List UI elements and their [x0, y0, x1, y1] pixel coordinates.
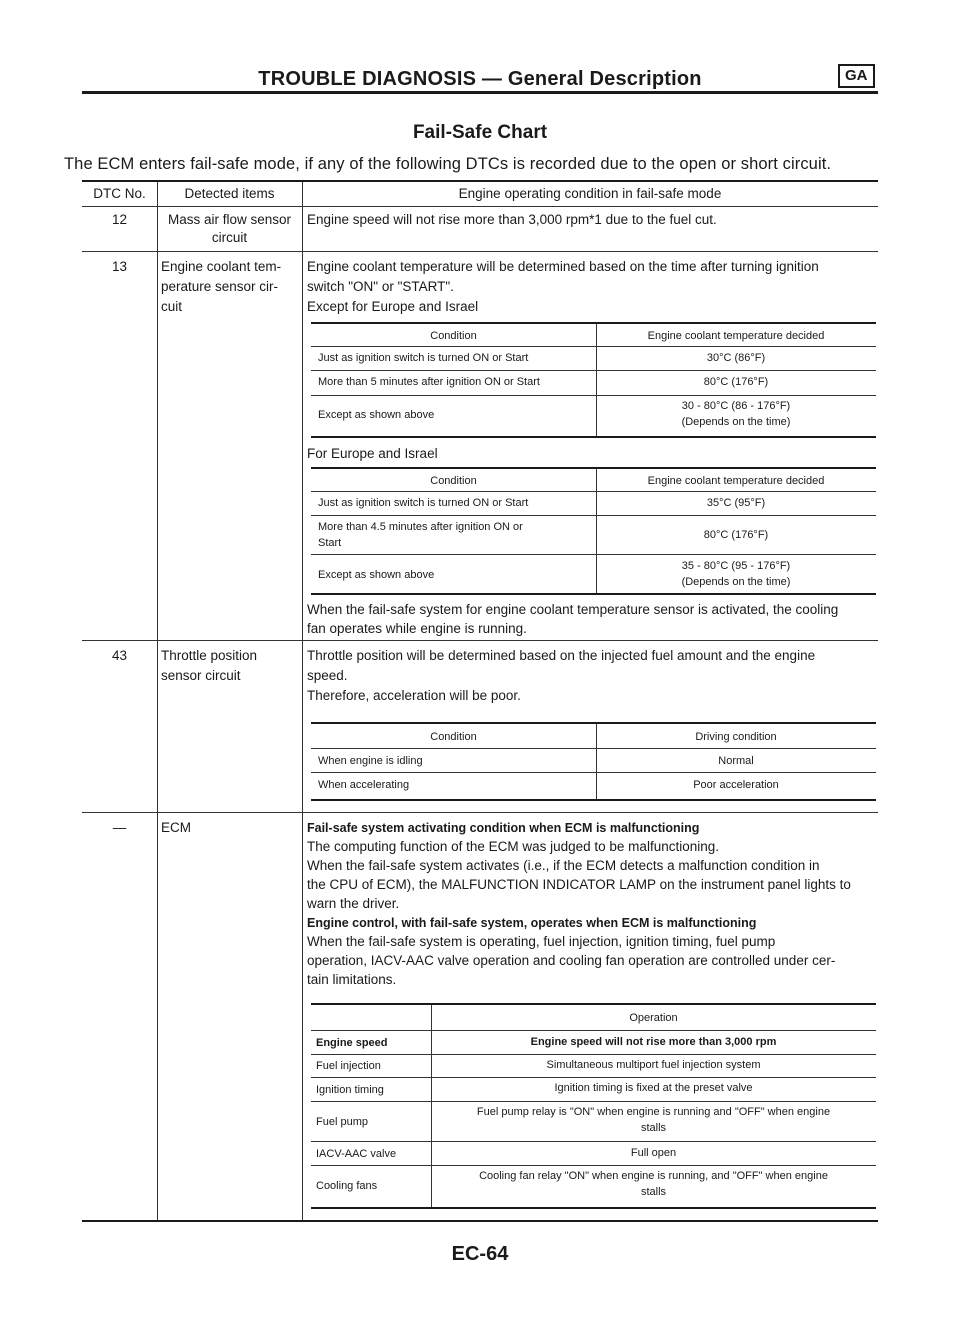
- dtc-43: 43: [111, 648, 128, 663]
- inner-row-divider: [311, 1165, 876, 1166]
- t2-header-temp: Engine coolant temperature decided: [647, 475, 825, 487]
- ecm-heading-2: Engine control, with fail-safe system, operates when ECM is malfunctioning: [307, 916, 757, 930]
- t4-r6-value-line1: Cooling fan relay "ON" when engine is running, and "OFF" when engine: [479, 1170, 828, 1182]
- dtc-ecm: —: [112, 820, 127, 835]
- cond-43-line2: speed.: [307, 668, 348, 683]
- inner-table-rule: [311, 436, 876, 438]
- inner-table-rule: [311, 799, 876, 801]
- t4-r1-value: Engine speed will not rise more than 3,000 rpm: [530, 1036, 777, 1048]
- inner-table-rule: [311, 722, 876, 724]
- item-13-line2: perature sensor cir-: [161, 279, 279, 294]
- t4-r4-value-line1: Fuel pump relay is "ON" when engine is running and "OFF" when engine: [476, 1106, 831, 1118]
- note-13-line1: When the fail-safe system for engine coolant temperature sensor is activated, the cooling: [307, 602, 839, 617]
- t2-r2-cond-line1: More than 4.5 minutes after ignition ON or: [318, 521, 523, 533]
- cond-13-line1: Engine coolant temperature will be determined based on the time after turning ignition: [307, 259, 819, 274]
- cond-12: Engine speed will not rise more than 3,000 rpm*1 due to the fuel cut.: [307, 212, 717, 227]
- inner-row-divider: [311, 1101, 876, 1102]
- row-divider: [82, 251, 878, 252]
- t2-r1-temp: 35°C (95°F): [706, 497, 766, 509]
- t2-r3-temp-line1: 35 - 80°C (95 - 176°F): [681, 560, 791, 572]
- inner-table-rule: [311, 593, 876, 595]
- t3-header-condition: Condition: [430, 731, 477, 743]
- inner-row-divider: [311, 370, 876, 371]
- ecm-q2: operation, IACV-AAC valve operation and cooling fan operation are controlled under cer-: [307, 953, 836, 968]
- t4-r5-label: IACV-AAC valve: [316, 1148, 397, 1160]
- inner-table-rule: [311, 322, 876, 324]
- ecm-p1: The computing function of the ECM was judged to be malfunctioning.: [307, 839, 719, 854]
- t4-r2-value: Simultaneous multiport fuel injection system: [546, 1059, 761, 1071]
- t2-r2-temp: 80°C (176°F): [703, 529, 769, 541]
- inner-table-rule: [311, 467, 876, 469]
- t2-r2-cond-line2: Start: [318, 537, 342, 549]
- ecm-p4: warn the driver.: [307, 896, 400, 911]
- inner-row-divider: [311, 1030, 876, 1031]
- t4-r4-label: Fuel pump: [316, 1116, 368, 1128]
- t1-r1-cond: Just as ignition switch is turned ON or Start: [318, 352, 529, 364]
- t1-r3-temp-line2: (Depends on the time): [681, 416, 791, 428]
- inner-row-divider: [311, 748, 876, 749]
- dtc-13: 13: [111, 259, 128, 274]
- inner-row-divider: [311, 554, 876, 555]
- t3-r1-driving: Normal: [718, 755, 754, 767]
- europe-label: For Europe and Israel: [307, 446, 438, 461]
- t1-r2-temp: 80°C (176°F): [703, 376, 769, 388]
- t1-r2-cond: More than 5 minutes after ignition ON or Start: [318, 376, 540, 388]
- dtc-12: 12: [111, 212, 128, 227]
- t1-r3-cond: Except as shown above: [318, 409, 435, 421]
- ecm-q1: When the fail-safe system is operating, fuel injection, ignition timing, fuel pump: [307, 934, 776, 949]
- inner-table-rule: [311, 1207, 876, 1209]
- cond-13-line2: switch "ON" or "START".: [307, 279, 454, 294]
- t1-r3-temp-line1: 30 - 80°C (86 - 176°F): [681, 400, 791, 412]
- inner-row-divider: [311, 395, 876, 396]
- t1-header-condition: Condition: [430, 330, 477, 342]
- cond-43-line1: Throttle position will be determined based on the injected fuel amount and the engine: [307, 648, 816, 663]
- inner-table-rule: [311, 1003, 876, 1005]
- t4-r6-label: Cooling fans: [316, 1180, 378, 1192]
- t4-r3-value: Ignition timing is fixed at the preset valve: [554, 1082, 753, 1094]
- section-badge: GA: [838, 64, 875, 88]
- t2-r1-cond: Just as ignition switch is turned ON or Start: [318, 497, 529, 509]
- t4-r4-value-line2: stalls: [640, 1122, 667, 1134]
- inner-row-divider: [311, 491, 876, 492]
- inner-row-divider: [311, 515, 876, 516]
- item-12-line1: Mass air flow sensor: [167, 212, 292, 227]
- table-top-rule: [82, 180, 878, 182]
- item-43-line1: Throttle position: [161, 648, 258, 663]
- header-title: TROUBLE DIAGNOSIS — General Description: [258, 68, 702, 90]
- t2-header-condition: Condition: [430, 475, 477, 487]
- item-13-line3: cuit: [161, 299, 183, 314]
- ecm-heading-1: Fail-safe system activating condition when ECM is malfunctioning: [307, 821, 700, 835]
- item-12-line2: circuit: [211, 230, 248, 245]
- item-13-line1: Engine coolant tem-: [161, 259, 282, 274]
- page-number: EC-64: [451, 1243, 509, 1265]
- cond-43-line3: Therefore, acceleration will be poor.: [307, 688, 521, 703]
- ecm-p2: When the fail-safe system activates (i.e., if the ECM detects a malfunction condition in: [307, 858, 820, 873]
- ecm-q3: tain limitations.: [307, 972, 397, 987]
- item-43-line2: sensor circuit: [161, 668, 241, 683]
- item-ecm: ECM: [161, 820, 191, 835]
- t2-r3-temp-line2: (Depends on the time): [681, 576, 791, 588]
- t2-r3-cond: Except as shown above: [318, 569, 435, 581]
- column-divider: [157, 182, 158, 1220]
- t4-header-operation: Operation: [629, 1012, 678, 1024]
- inner-row-divider: [311, 1054, 876, 1055]
- cond-13-line3: Except for Europe and Israel: [307, 299, 479, 314]
- t4-r1-label: Engine speed: [316, 1037, 388, 1049]
- t1-r1-temp: 30°C (86°F): [706, 352, 766, 364]
- t4-r6-value-line2: stalls: [640, 1186, 667, 1198]
- row-divider: [82, 206, 878, 207]
- chart-title: Fail-Safe Chart: [412, 122, 548, 143]
- column-header-items: Detected items: [184, 186, 275, 201]
- t4-r5-value: Full open: [630, 1147, 677, 1159]
- t4-r2-label: Fuel injection: [316, 1060, 381, 1072]
- t1-header-temp: Engine coolant temperature decided: [647, 330, 825, 342]
- column-divider: [302, 182, 303, 1220]
- page-header: [0, 68, 960, 91]
- inner-row-divider: [311, 772, 876, 773]
- column-header-condition: Engine operating condition in fail-safe mode: [458, 186, 722, 201]
- ecm-p3: the CPU of ECM), the MALFUNCTION INDICATOR LAMP on the instrument panel lights to: [307, 877, 851, 892]
- row-divider: [82, 640, 878, 641]
- t3-r1-cond: When engine is idling: [318, 755, 423, 767]
- intro-text: The ECM enters fail-safe mode, if any of the following DTCs is recorded due to the open or short circuit.: [64, 155, 832, 173]
- table-bottom-rule: [82, 1220, 878, 1222]
- inner-row-divider: [311, 1077, 876, 1078]
- inner-row-divider: [311, 346, 876, 347]
- t3-r2-driving: Poor acceleration: [693, 779, 779, 791]
- t3-header-driving: Driving condition: [695, 731, 777, 743]
- header-rule: [82, 91, 878, 94]
- inner-row-divider: [311, 1141, 876, 1142]
- row-divider: [82, 812, 878, 813]
- note-13-line2: fan operates while engine is running.: [307, 621, 527, 636]
- t3-r2-cond: When accelerating: [318, 779, 410, 791]
- t4-r3-label: Ignition timing: [316, 1084, 384, 1096]
- column-header-dtc: DTC No.: [93, 186, 146, 201]
